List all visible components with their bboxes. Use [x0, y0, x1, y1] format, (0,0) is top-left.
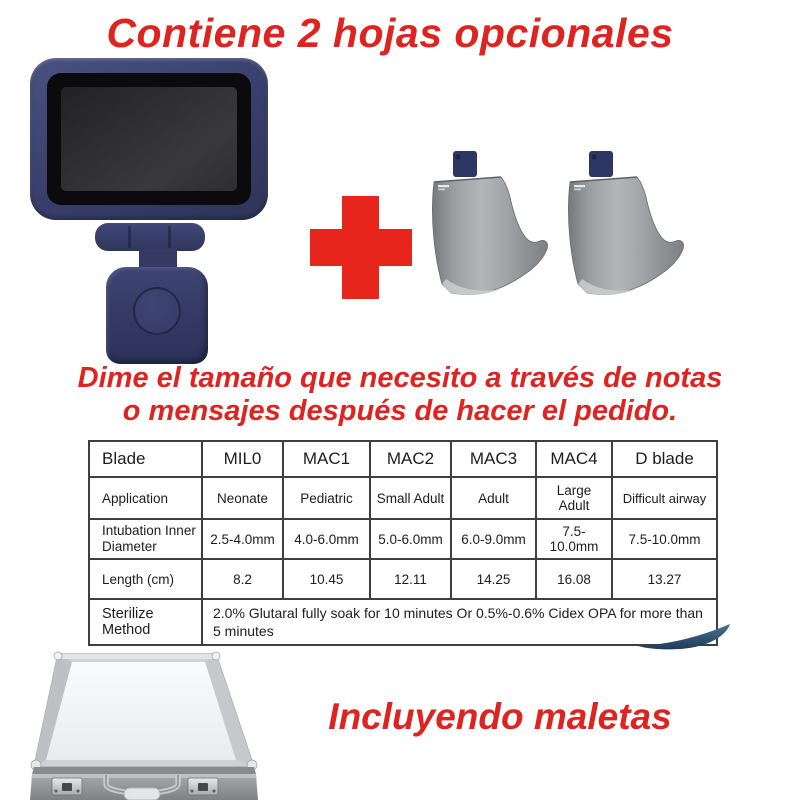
table-cell: 10.45	[283, 559, 370, 599]
table-row	[89, 599, 717, 645]
laryngoscope-blades-image	[429, 149, 687, 307]
table-cell: 4.0-6.0mm	[283, 519, 370, 559]
swoosh-decoration	[638, 624, 730, 652]
hinge-seam	[168, 226, 171, 248]
table-cell: 7.5-10.0mm	[536, 519, 612, 559]
plus-vertical-bar	[342, 196, 379, 299]
case-caption: Incluyendo maletas	[328, 696, 672, 737]
col-header: Blade	[89, 441, 202, 477]
table-cell: Difficult airway	[612, 477, 717, 519]
table-row	[89, 559, 717, 599]
table-header-row	[89, 441, 717, 477]
hinge-seam	[128, 226, 131, 248]
table-cell: 2.5-4.0mm	[202, 519, 283, 559]
row-label: Intubation Inner Diameter	[89, 519, 202, 559]
col-header: MAC2	[370, 441, 451, 477]
page-title: Contiene 2 hojas opcionales	[106, 10, 674, 56]
row-label: Application	[89, 477, 202, 519]
case-latch	[52, 778, 82, 795]
row-label: Length (cm)	[89, 559, 202, 599]
col-header: MAC4	[536, 441, 612, 477]
laryngoscope-hinge	[95, 223, 205, 251]
table-cell: Small Adult	[370, 477, 451, 519]
table-cell: 2.0% Glutaral fully soak for 10 minutes Or 0.5%-0.6% Cidex OPA for more than 5 minutes	[202, 599, 717, 645]
size-note-line2: o mensajes después de hacer el pedido.	[122, 395, 678, 427]
table-cell: Large Adult	[536, 477, 612, 519]
row-label: Sterilize Method	[89, 599, 202, 645]
blade-spec-table	[88, 440, 718, 646]
laryngoscope-display	[61, 87, 237, 191]
table-cell: 14.25	[451, 559, 536, 599]
table-cell: Pediatric	[283, 477, 370, 519]
blade-1	[432, 151, 547, 295]
table-cell: Adult	[451, 477, 536, 519]
col-header: MAC3	[451, 441, 536, 477]
table-cell: 13.27	[612, 559, 717, 599]
table-cell: 16.08	[536, 559, 612, 599]
power-button-icon	[133, 287, 181, 335]
case-latch	[188, 778, 218, 795]
col-header: MIL0	[202, 441, 283, 477]
blade-2	[568, 151, 683, 295]
table-cell: 8.2	[202, 559, 283, 599]
corner-protector	[212, 652, 220, 660]
table-cell: 7.5-10.0mm	[612, 519, 717, 559]
table-cell: Neonate	[202, 477, 283, 519]
table-cell: 6.0-9.0mm	[451, 519, 536, 559]
case-handle-grip	[124, 788, 160, 800]
size-note-line1: Dime el tamaño que necesito a través de notas	[77, 362, 723, 394]
col-header: MAC1	[283, 441, 370, 477]
table-row	[89, 477, 717, 519]
table-cell: 5.0-6.0mm	[370, 519, 451, 559]
table-cell: 12.11	[370, 559, 451, 599]
col-header: D blade	[612, 441, 717, 477]
table-row	[89, 519, 717, 559]
corner-protector	[54, 652, 62, 660]
case-rim	[32, 767, 256, 774]
size-note	[0, 362, 800, 428]
